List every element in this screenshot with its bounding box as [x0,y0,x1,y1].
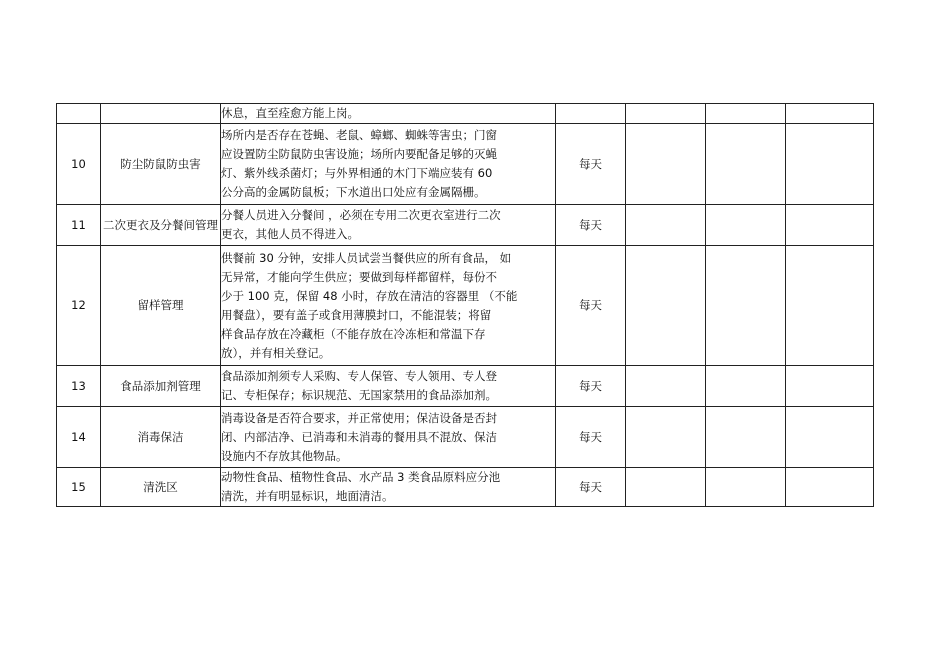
frequency: 每天 [556,407,626,468]
blank-cell [706,246,786,366]
requirement-line: 场所内是否存在苍蝇、老鼠、蟑螂、蜘蛛等害虫；门窗 [221,128,497,142]
frequency: 每天 [556,124,626,205]
item-name: 清洗区 [101,468,221,507]
requirement-line: 清洗，并有明显标识，地面清洁。 [221,489,394,503]
blank-cell [786,407,874,468]
requirement-line: 消毒设备是否符合要求，并正常使用；保洁设备是否封 [221,410,497,425]
blank-cell [786,366,874,407]
item-name: 防尘防鼠防虫害 [101,124,221,205]
blank-cell [626,205,706,246]
requirement-line: 分餐人员进入分餐间 ，必须在专用二次更衣室进行二次 [221,208,501,222]
requirement-line: 样食品存放在冷藏柜（不能存放在冷冻柜和常温下存 [221,326,486,341]
blank-cell [786,246,874,366]
frequency [556,104,626,124]
blank-cell [626,124,706,205]
blank-cell [626,246,706,366]
row-number [57,104,101,124]
requirement-text [221,407,556,468]
blank-cell [626,468,706,507]
table-row [57,468,874,507]
blank-cell [626,104,706,124]
inspection-table [56,103,874,507]
blank-cell [706,407,786,468]
requirement-text [221,205,556,246]
frequency: 每天 [556,468,626,507]
blank-cell [786,468,874,507]
requirement-text [221,124,556,205]
requirement-line: 用餐盘），要有盖子或食用薄膜封口，不能混装；将留 [221,307,492,322]
requirement-line: 应设置防尘防鼠防虫害设施；场所内要配备足够的灭蝇 [221,147,497,161]
table-row [57,205,874,246]
row-number: 11 [57,205,101,246]
requirement-line: 食品添加剂须专人采购、专人保管、专人领用、专人登 [221,369,497,383]
requirement-line: 少于 100 克，保留 48 小时，存放在清洁的容器里 （不能 [221,288,518,303]
item-name: 食品添加剂管理 [101,366,221,407]
table-row [57,366,874,407]
requirement-text [221,246,556,366]
blank-cell [786,205,874,246]
blank-cell [706,104,786,124]
requirement-line: 动物性食品、植物性食品、水产品 3 类食品原料应分池 [221,470,501,484]
blank-cell [706,205,786,246]
requirement-line: 放），并有相关登记。 [221,345,331,360]
item-name: 留样管理 [101,246,221,366]
item-name: 消毒保洁 [101,407,221,468]
frequency: 每天 [556,366,626,407]
requirement-line: 公分高的金属防鼠板；下水道出口处应有金属隔栅。 [221,185,486,199]
row-number: 10 [57,124,101,205]
blank-cell [706,124,786,205]
requirement-text [221,104,556,124]
frequency: 每天 [556,246,626,366]
requirement-text [221,366,556,407]
requirement-line: 无异常，才能向学生供应；要做到每样都留样，每份不 [221,269,497,284]
requirement-line: 供餐前 30 分钟，安排人员试尝当餐供应的所有食品， 如 [221,250,512,265]
requirement-line: 设施内不存放其他物品。 [221,448,348,463]
requirement-line: 更衣，其他人员不得进入。 [221,227,359,241]
table-row [57,407,874,468]
row-number: 14 [57,407,101,468]
requirement-line: 休息，直至痊愈方能上岗。 [221,106,359,120]
blank-cell [626,407,706,468]
blank-cell [706,366,786,407]
table-row [57,124,874,205]
blank-cell [786,104,874,124]
blank-cell [626,366,706,407]
frequency: 每天 [556,205,626,246]
requirement-line: 记、专柜保存；标识规范、无国家禁用的食品添加剂。 [221,388,497,402]
row-number: 15 [57,468,101,507]
table-row [57,246,874,366]
table-row [57,104,874,124]
item-name [101,104,221,124]
requirement-line: 灯、紫外线杀菌灯；与外界相通的木门下端应装有 60 [221,166,493,180]
row-number: 13 [57,366,101,407]
requirement-text [221,468,556,507]
blank-cell [706,468,786,507]
requirement-line: 闭、内部洁净、已消毒和未消毒的餐用具不混放、保洁 [221,429,497,444]
blank-cell [786,124,874,205]
item-name: 二次更衣及分餐间管理 [101,205,221,246]
row-number: 12 [57,246,101,366]
